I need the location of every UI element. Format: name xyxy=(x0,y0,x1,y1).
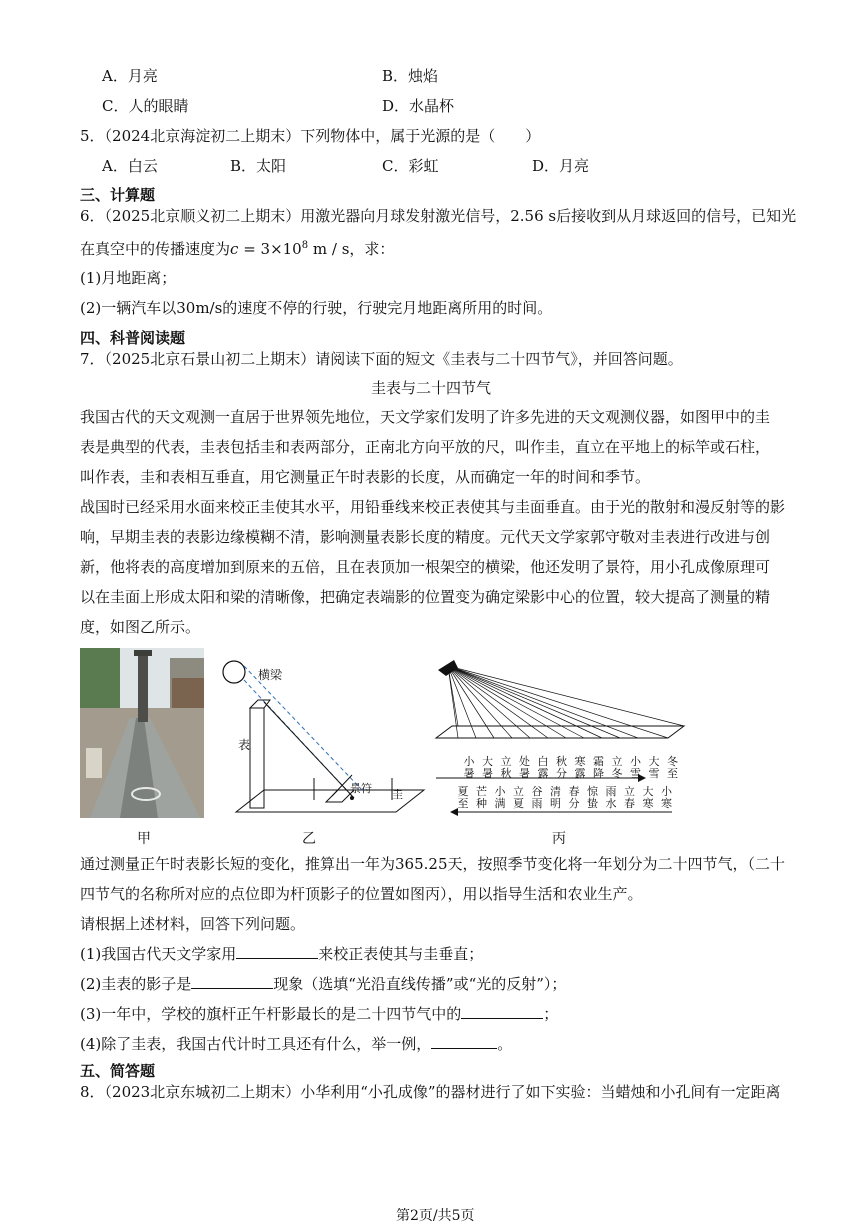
row2-term-0 xyxy=(456,786,470,810)
label-yi: 乙 xyxy=(302,831,316,847)
para3-line2: 四节气的名称所对应的点位即为杆顶影子的位置如图丙），用以指导生活和农业生产。 xyxy=(80,885,643,903)
row2-term-char-top: 惊 xyxy=(587,785,598,798)
row2-term-4 xyxy=(530,786,544,810)
row2-term-char-bottom: 夏 xyxy=(513,797,524,810)
formula-eq: = 3×10 xyxy=(238,240,302,258)
row1-term-char-bottom: 降 xyxy=(593,767,604,780)
guibiao-photo-drawing xyxy=(80,648,204,818)
row2-term-char-bottom: 春 xyxy=(624,797,635,810)
sub1-prefix: (1)我国古代天文学家用 xyxy=(80,945,237,963)
sub2-suffix: 现象（选填“光沿直线传播”或“光的反射”）； xyxy=(273,975,567,993)
row1-term-char-top: 处 xyxy=(519,755,530,768)
row1-term-char-bottom: 露 xyxy=(574,767,586,780)
para1-line1: 我国古代的天文观测一直居于世界领先地位，天文学家们发明了许多先进的天文观测仪器，如图甲中的圭 xyxy=(80,408,771,426)
answer-blank-1[interactable] xyxy=(236,944,318,959)
para2-line5: 度，如图乙所示。 xyxy=(80,618,201,636)
row2-term-char-top: 立 xyxy=(513,785,524,798)
q6-text-b: ，求： xyxy=(349,240,395,258)
row2-term-8 xyxy=(604,786,618,810)
row1-term-char-top: 立 xyxy=(611,755,623,768)
row2-term-char-top: 立 xyxy=(624,785,635,798)
row2-term-char-top: 春 xyxy=(568,785,580,798)
row1-term-char-bottom: 雪 xyxy=(648,767,660,780)
row1-term-9 xyxy=(629,756,643,780)
row1-term-char-top: 小 xyxy=(463,755,475,768)
section-heading-4: 四、科普阅读题 xyxy=(80,329,186,347)
row1-term-char-top: 秋 xyxy=(556,755,567,768)
row2-term-11 xyxy=(660,786,674,810)
row1-term-char-top: 小 xyxy=(630,755,641,768)
row2-term-char-top: 清 xyxy=(550,785,561,798)
sub4-suffix: 。 xyxy=(497,1035,513,1053)
para2-line3: 新，他将表的高度增加到原来的五倍，且在表顶加一根架空的横梁，他还发明了景符，用小孔成像原理可 xyxy=(80,558,771,576)
question-8-line-1: 8．（2023北京东城初二上期末）小华利用“小孔成像”的器材进行了如下实验：当蜡烛和小孔间有一定距离 xyxy=(80,1083,781,1101)
row1-term-8 xyxy=(610,756,624,780)
row1-term-11 xyxy=(666,756,680,780)
question-7-stem: 7．（2025北京石景山初二上期末）请阅读下面的短文《圭表与二十四节气》，并回答问题。 xyxy=(80,350,683,368)
row1-term-1 xyxy=(481,756,495,780)
row1-term-char-bottom: 露 xyxy=(537,767,549,780)
question-6-line-1: 6．（2025北京顺义初二上期末）用激光器向月球发射激光信号，2.56 s后接收到从月球返回的信号，已知光 xyxy=(80,207,797,225)
q5-option-c: C．彩虹 xyxy=(382,157,439,175)
label-gui: 圭 xyxy=(392,788,403,801)
sub3-suffix: ； xyxy=(543,1005,559,1023)
guibiao-photo xyxy=(80,648,204,818)
row1-term-2 xyxy=(499,756,513,780)
label-jingfu: 景符 xyxy=(350,782,372,795)
article-title: 圭表与二十四节气 xyxy=(371,379,492,397)
row1-term-5 xyxy=(555,756,569,780)
sub-question-3 xyxy=(80,1004,558,1024)
row1-term-char-bottom: 雪 xyxy=(630,767,641,780)
row1-term-char-bottom: 至 xyxy=(667,767,678,780)
row2-term-6 xyxy=(567,786,581,810)
row2-term-char-bottom: 明 xyxy=(550,797,561,810)
formula-exp: 8 xyxy=(301,240,309,251)
section-heading-5: 五、简答题 xyxy=(80,1062,156,1080)
page-footer: 第2页/共5页 xyxy=(396,1208,475,1224)
para2-line2: 响，早期圭表的表影边缘模糊不清，影响测量表影长度的精度。元代天文学家郭守敬对圭表进行改进与创 xyxy=(80,528,771,546)
label-biao: 表 xyxy=(238,738,251,752)
row1-term-char-bottom: 暑 xyxy=(463,767,475,780)
row2-term-10 xyxy=(641,786,655,810)
row1-term-char-top: 大 xyxy=(648,755,660,768)
sub-question-2 xyxy=(80,974,566,994)
row1-term-char-top: 冬 xyxy=(667,755,678,768)
formula-c: c xyxy=(230,240,239,258)
row2-term-char-bottom: 蛰 xyxy=(587,797,598,810)
formula-unit: m / s xyxy=(308,240,350,258)
row2-term-char-top: 大 xyxy=(642,785,654,798)
row2-term-char-bottom: 雨 xyxy=(531,797,543,810)
answer-blank-2[interactable] xyxy=(191,974,273,989)
row1-term-7 xyxy=(592,756,606,780)
answer-blank-4[interactable] xyxy=(431,1034,497,1049)
option-d: D．水晶杯 xyxy=(382,97,455,115)
row1-term-3 xyxy=(518,756,532,780)
row2-term-char-top: 小 xyxy=(494,785,506,798)
row2-term-3 xyxy=(512,786,526,810)
row1-term-char-bottom: 暑 xyxy=(519,767,530,780)
q5-option-b: B．太阳 xyxy=(230,157,287,175)
row2-term-char-bottom: 水 xyxy=(605,797,617,810)
row1-term-char-top: 大 xyxy=(482,755,493,768)
section-heading-3: 三、计算题 xyxy=(80,186,156,204)
q5-option-a: A．白云 xyxy=(102,157,158,175)
row2-term-7 xyxy=(586,786,600,810)
row1-term-char-bottom: 分 xyxy=(556,767,567,780)
option-a: A．月亮 xyxy=(102,67,158,85)
row2-term-char-bottom: 至 xyxy=(457,797,469,810)
label-jia: 甲 xyxy=(137,831,151,847)
row2-term-char-top: 谷 xyxy=(531,785,543,798)
row2-term-char-bottom: 种 xyxy=(476,797,487,810)
para3-line1: 通过测量正午时表影长短的变化，推算出一年为365.25天，按照季节变化将一年划分为二十四节气，（二十 xyxy=(80,855,785,873)
row2-term-char-bottom: 满 xyxy=(494,797,506,810)
question-5-stem: 5．（2024北京海淀初二上期末）下列物体中，属于光源的是（ ） xyxy=(80,127,541,145)
para2-line4: 以在圭面上形成太阳和梁的清晰像，把确定表端影的位置变为确定梁影中心的位置，较大提高了测量的精 xyxy=(80,588,771,606)
row1-term-6 xyxy=(573,756,587,780)
para2-line1: 战国时已经采用水面来校正圭使其水平，用铅垂线来校正表使其与圭面垂直。由于光的散射和漫反射等的影 xyxy=(80,498,786,516)
row2-term-char-bottom: 寒 xyxy=(642,797,654,810)
row1-term-4 xyxy=(536,756,550,780)
row1-term-0 xyxy=(462,756,476,780)
row1-term-char-top: 白 xyxy=(537,755,549,768)
row2-term-2 xyxy=(493,786,507,810)
q5-option-d: D．月亮 xyxy=(532,157,590,175)
row2-term-1 xyxy=(475,786,489,810)
row1-term-char-top: 霜 xyxy=(593,755,604,768)
row1-term-char-top: 立 xyxy=(500,755,512,768)
label-hengliang: 横梁 xyxy=(258,668,283,682)
row2-term-char-bottom: 分 xyxy=(568,797,580,810)
q6-sub-2: (2)一辆汽车以30m/s的速度不停的行驶，行驶完月地距离所用的时间。 xyxy=(80,299,553,317)
sub-question-1 xyxy=(80,944,483,964)
q6-sub-1: (1)月地距离； xyxy=(80,269,177,287)
sub1-suffix: 来校正表使其与圭垂直； xyxy=(318,945,484,963)
row1-term-char-top: 寒 xyxy=(574,755,586,768)
row2-term-char-top: 芒 xyxy=(476,785,487,798)
instruction: 请根据上述材料，回答下列问题。 xyxy=(80,915,306,933)
row2-term-char-top: 夏 xyxy=(457,785,469,798)
row1-term-char-bottom: 秋 xyxy=(500,767,512,780)
sub3-prefix: (3)一年中，学校的旗杆正午杆影最长的是二十四节气中的 xyxy=(80,1005,462,1023)
option-b: B．烛焰 xyxy=(382,67,439,85)
sub4-prefix: (4)除了圭表，我国古代计时工具还有什么，举一例， xyxy=(80,1035,432,1053)
row2-term-char-top: 小 xyxy=(661,785,672,798)
sub2-prefix: (2)圭表的影子是 xyxy=(80,975,192,993)
q6-text-a: 在真空中的传播速度为 xyxy=(80,240,231,258)
row1-term-char-bottom: 暑 xyxy=(482,767,493,780)
question-6-line-2 xyxy=(80,236,394,259)
row2-term-char-top: 雨 xyxy=(605,785,617,798)
para1-line3: 叫作表，圭和表相互垂直，用它测量正午时表影的长度，从而确定一年的时间和季节。 xyxy=(80,468,651,486)
answer-blank-3[interactable] xyxy=(461,1004,543,1019)
row2-term-char-bottom: 寒 xyxy=(661,797,672,810)
label-bing: 丙 xyxy=(552,831,566,847)
row2-term-5 xyxy=(549,786,563,810)
row2-term-9 xyxy=(623,786,637,810)
option-c: C．人的眼睛 xyxy=(102,97,189,115)
para1-line2: 表是典型的代表，圭表包括圭和表两部分，正南北方向平放的尺，叫作圭，直立在平地上的标竿或石柱， xyxy=(80,438,771,456)
row1-term-10 xyxy=(647,756,661,780)
sub-question-4 xyxy=(80,1034,512,1054)
row1-term-char-bottom: 冬 xyxy=(611,767,623,780)
